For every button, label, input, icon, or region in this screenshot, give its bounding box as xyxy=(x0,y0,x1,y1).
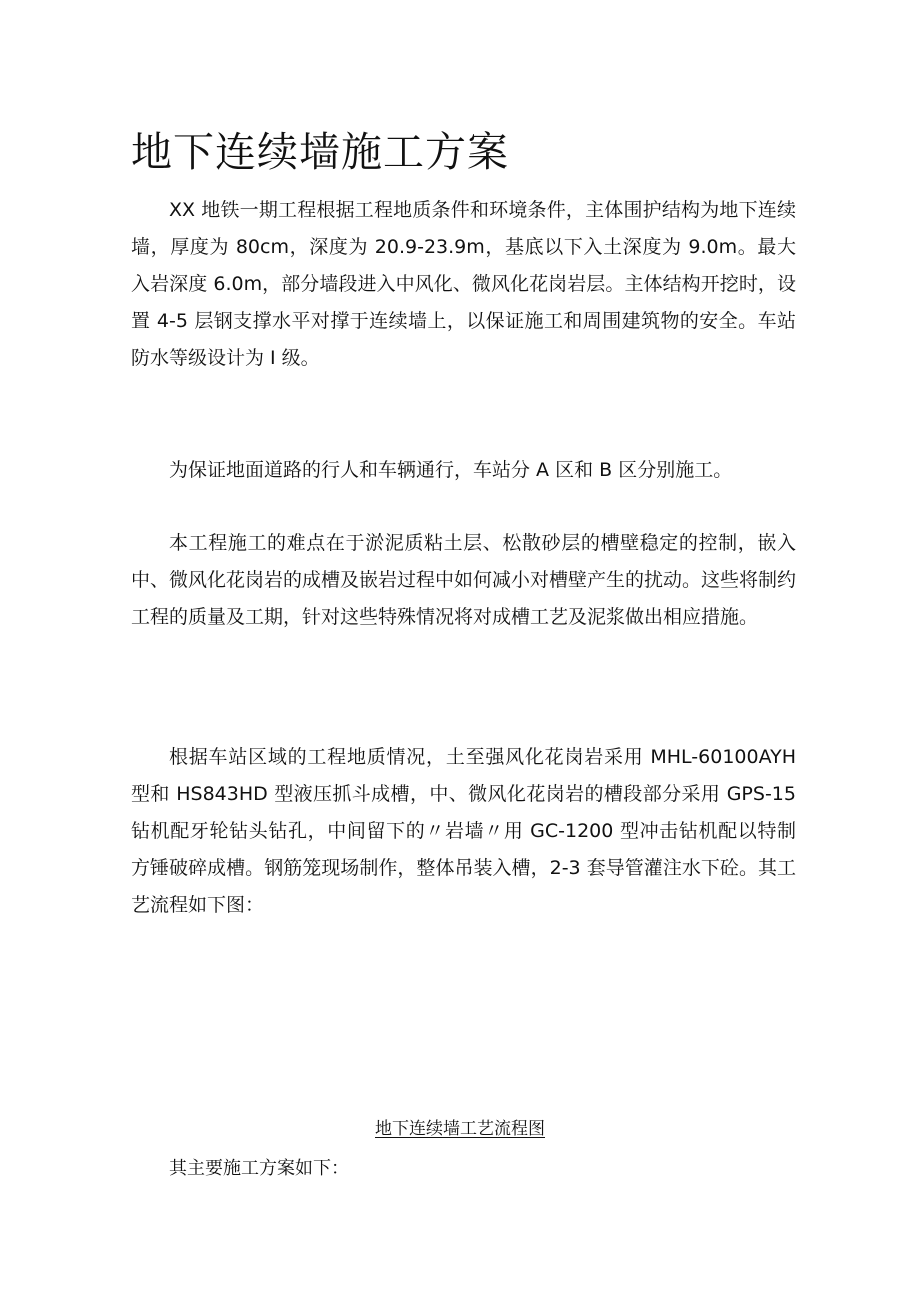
figure-caption-text: 地下连续墙工艺流程图 xyxy=(375,1119,545,1139)
paragraph-methods: 根据车站区域的工程地质情况，土至强风化花岗岩采用 MHL-60100AYH 型和 HS843HD 型液压抓斗成槽，中、微风化花岗岩的槽段部分采用 GPS-15 钻机配牙轮钻头钻孔，中间留下的〃岩墙〃用 GC-1200 型冲击钻机配以特制方锤破碎成槽。钢筋笼现场制作，整体吊装入槽，2-3 套导管灌注水下砼。其工艺流程如下图： xyxy=(131,746,796,916)
document-title: 地下连续墙施工方案 xyxy=(131,128,509,176)
paragraph-overview: XX 地铁一期工程根据工程地质条件和环境条件，主体围护结构为地下连续墙，厚度为 80cm，深度为 20.9-23.9m，基底以下入土深度为 9.0m。最大入岩深度 6.0m，部分墙段进入中风化、微风化花岗岩层。主体结构开挖时，设置 4-5 层钢支撑水平对撑于连续墙上，以保证施工和周围建筑物的安全。车站防水等级设计为 I 级。 xyxy=(131,199,796,369)
paragraph-difficulties: 本工程施工的难点在于淤泥质粘土层、松散砂层的槽壁稳定的控制，嵌入中、微风化花岗岩的成槽及嵌岩过程中如何减小对槽壁产生的扰动。这些将制约工程的质量及工期，针对这些特殊情况将对成槽工艺及泥浆做出相应措施。 xyxy=(131,532,797,628)
figure-caption xyxy=(0,1116,920,1142)
paragraph-traffic: 为保证地面道路的行人和车辆通行，车站分 A 区和 B 区分别施工。 xyxy=(169,459,733,481)
lead-in-text: 其主要施工方案如下： xyxy=(169,1158,349,1179)
